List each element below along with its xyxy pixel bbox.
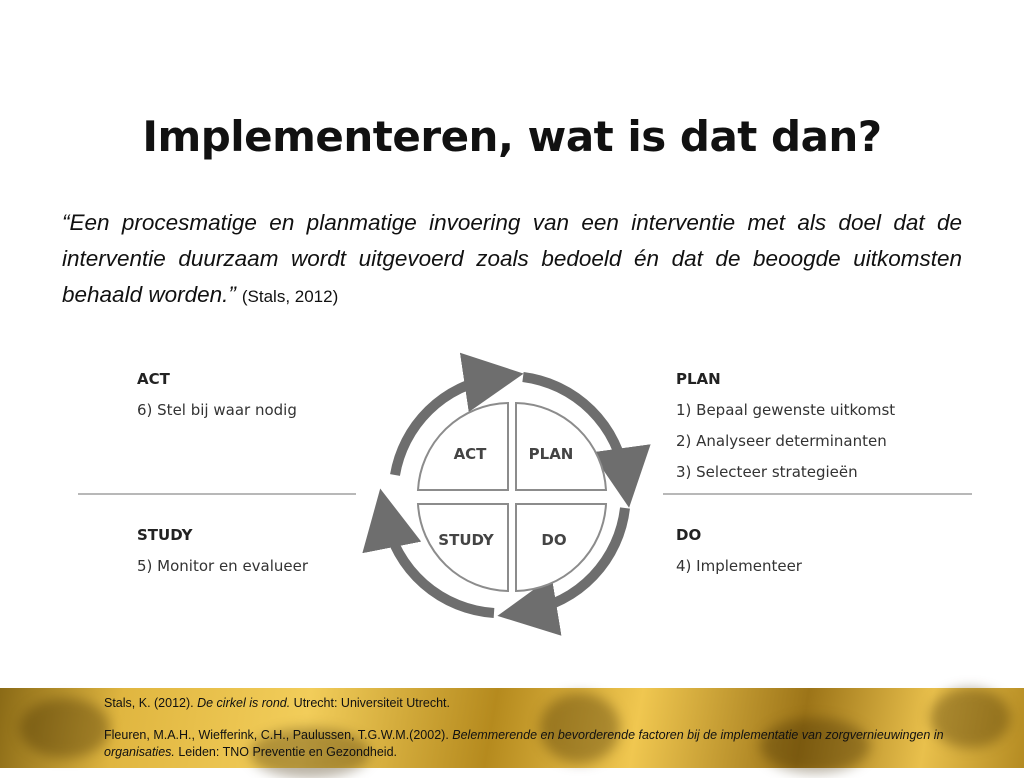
quote-citation: (Stals, 2012) xyxy=(241,287,339,306)
do-heading: DO xyxy=(676,526,702,544)
study-heading: STUDY xyxy=(137,526,193,544)
quadrant-act-label: ACT xyxy=(453,445,487,463)
slide-title: Implementeren, wat is dat dan? xyxy=(142,112,882,161)
study-item-1: 5) Monitor en evalueer xyxy=(137,557,309,575)
do-item-1: 4) Implementeer xyxy=(676,557,802,575)
plan-item-1: 1) Bepaal gewenste uitkomst xyxy=(676,401,896,419)
definition-quote xyxy=(62,205,962,315)
plan-heading: PLAN xyxy=(676,370,721,388)
quote-text: “Een procesmatige en planmatige invoering van een interventie met als doel dat de interventie duurzaam wordt uitgevoerd zoals bedoeld én dat de beoogde uitkomsten behaald worden.” xyxy=(62,210,962,307)
pdca-diagram xyxy=(0,340,1024,640)
quadrant-plan-label: PLAN xyxy=(528,445,574,463)
act-heading: ACT xyxy=(137,370,170,388)
plan-item-2: 2) Analyseer determinanten xyxy=(676,432,887,450)
act-item-1: 6) Stel bij waar nodig xyxy=(137,401,297,419)
quadrant-study-label: STUDY xyxy=(438,531,494,549)
plan-item-3: 3) Selecteer strategieën xyxy=(676,463,858,481)
reference-stals: Stals, K. (2012). De cirkel is rond. Utrecht: Universiteit Utrecht. xyxy=(104,696,450,710)
quadrant-do-label: DO xyxy=(541,531,567,549)
reference-fleuren: Fleuren, M.A.H., Wiefferink, C.H., Paulussen, T.G.W.M.(2002). Belemmerende en bevorderende factoren bij de implementatie van zorgvernieuwingen in organisaties. Leiden: TNO Preventie en Gezondheid. xyxy=(104,728,944,759)
